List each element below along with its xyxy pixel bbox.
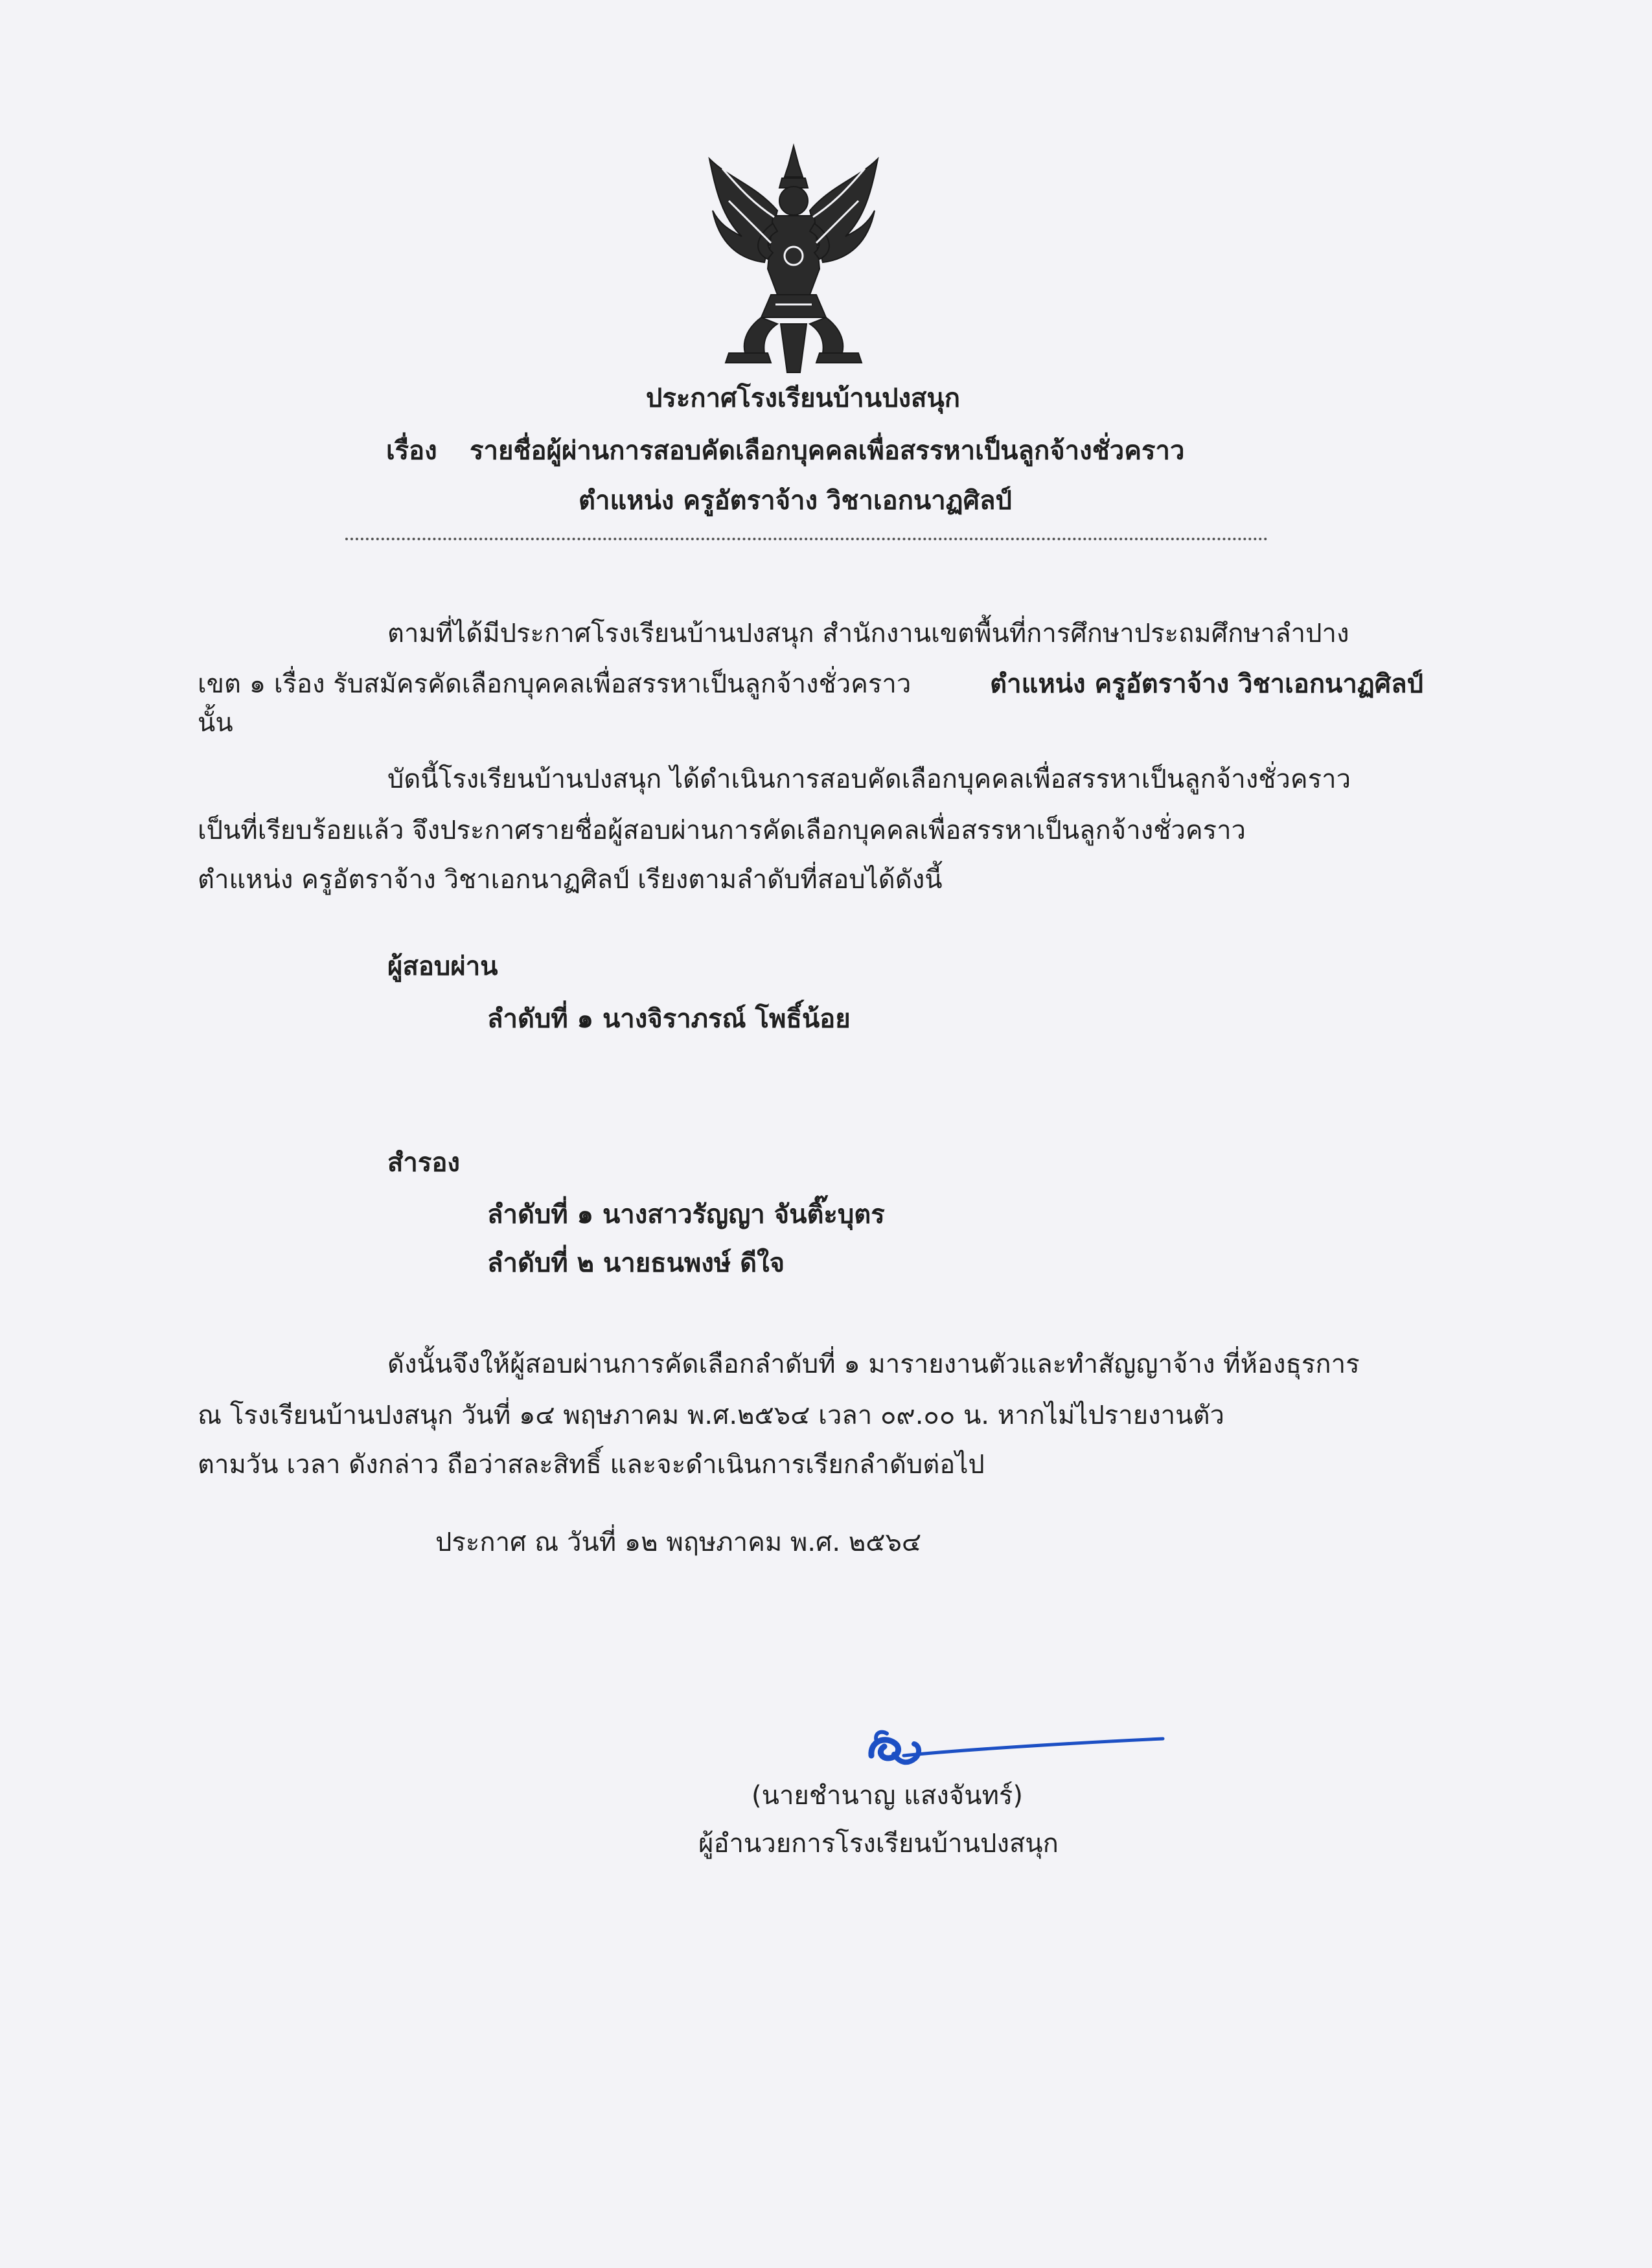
paragraph3-line1: ดังนั้นจึงให้ผู้สอบผ่านการคัดเลือกลำดับที่ ๑ มารายงานตัวและทำสัญญาจ้าง ที่ห้องธุรการ: [387, 1349, 1360, 1379]
paragraph1-line3: นั้น: [198, 708, 233, 738]
paragraph2-line2: เป็นที่เรียบร้อยแล้ว จึงประกาศรายชื่อผู้สอบผ่านการคัดเลือกบุคคลเพื่อสรรหาเป็นลูกจ้างชั่วคราว: [198, 816, 1246, 845]
signer-name: (นายชำนาญ แสงจันทร์): [751, 1781, 1024, 1811]
announcement-date: ประกาศ ณ วันที่ ๑๒ พฤษภาคม พ.ศ. ๒๕๖๔: [435, 1528, 922, 1557]
paragraph2-line3: ตำแหน่ง ครูอัตราจ้าง วิชาเอกนาฏศิลป์ เรียงตามลำดับที่สอบได้ดังนี้: [198, 865, 943, 895]
reserve-item: ลำดับที่ ๑ นางสาวรัญญา จันติ๊ะบุตร: [487, 1200, 885, 1230]
announcement-title: ประกาศโรงเรียนบ้านปงสนุก: [646, 384, 960, 413]
paragraph1-line2: [198, 671, 1423, 697]
reserve-heading: สำรอง: [387, 1148, 460, 1178]
paragraph2-line1: บัดนี้โรงเรียนบ้านปงสนุก ได้ดำเนินการสอบคัดเลือกบุคคลเพื่อสรรหาเป็นลูกจ้างชั่วคราว: [387, 764, 1351, 794]
passed-item: ลำดับที่ ๑ นางจิราภรณ์ โพธิ์น้อย: [487, 1004, 851, 1034]
header-divider: [345, 538, 1268, 540]
handwritten-signature-icon: [858, 1715, 1176, 1787]
position-title: ตำแหน่ง ครูอัตราจ้าง วิชาเอกนาฏศิลป์: [579, 486, 1012, 516]
subject-label: เรื่อง: [386, 436, 437, 466]
subject-text: รายชื่อผู้ผ่านการสอบคัดเลือกบุคคลเพื่อสรรหาเป็นลูกจ้างชั่วคราว: [470, 436, 1185, 466]
paragraph1-line2-position: ตำแหน่ง ครูอัตราจ้าง วิชาเอกนาฏศิลป์: [990, 669, 1423, 699]
signer-title: ผู้อำนวยการโรงเรียนบ้านปงสนุก: [698, 1829, 1059, 1859]
garuda-emblem-icon: [703, 139, 884, 379]
paragraph1-line1: ตามที่ได้มีประกาศโรงเรียนบ้านปงสนุก สำนักงานเขตพื้นที่การศึกษาประถมศึกษาลำปาง: [387, 619, 1349, 648]
passed-heading: ผู้สอบผ่าน: [387, 952, 498, 981]
paragraph3-line2: ณ โรงเรียนบ้านปงสนุก วันที่ ๑๔ พฤษภาคม พ.ศ.๒๕๖๔ เวลา ๐๙.๐๐ น. หากไม่ไปรายงานตัว: [198, 1401, 1224, 1430]
reserve-item: ลำดับที่ ๒ นายธนพงษ์ ดีใจ: [487, 1248, 785, 1278]
paragraph3-line3: ตามวัน เวลา ดังกล่าว ถือว่าสละสิทธิ์ และจะดำเนินการเรียกลำดับต่อไป: [198, 1450, 985, 1480]
paragraph1-line2-text: เขต ๑ เรื่อง รับสมัครคัดเลือกบุคคลเพื่อสรรหาเป็นลูกจ้างชั่วคราว: [198, 669, 912, 699]
